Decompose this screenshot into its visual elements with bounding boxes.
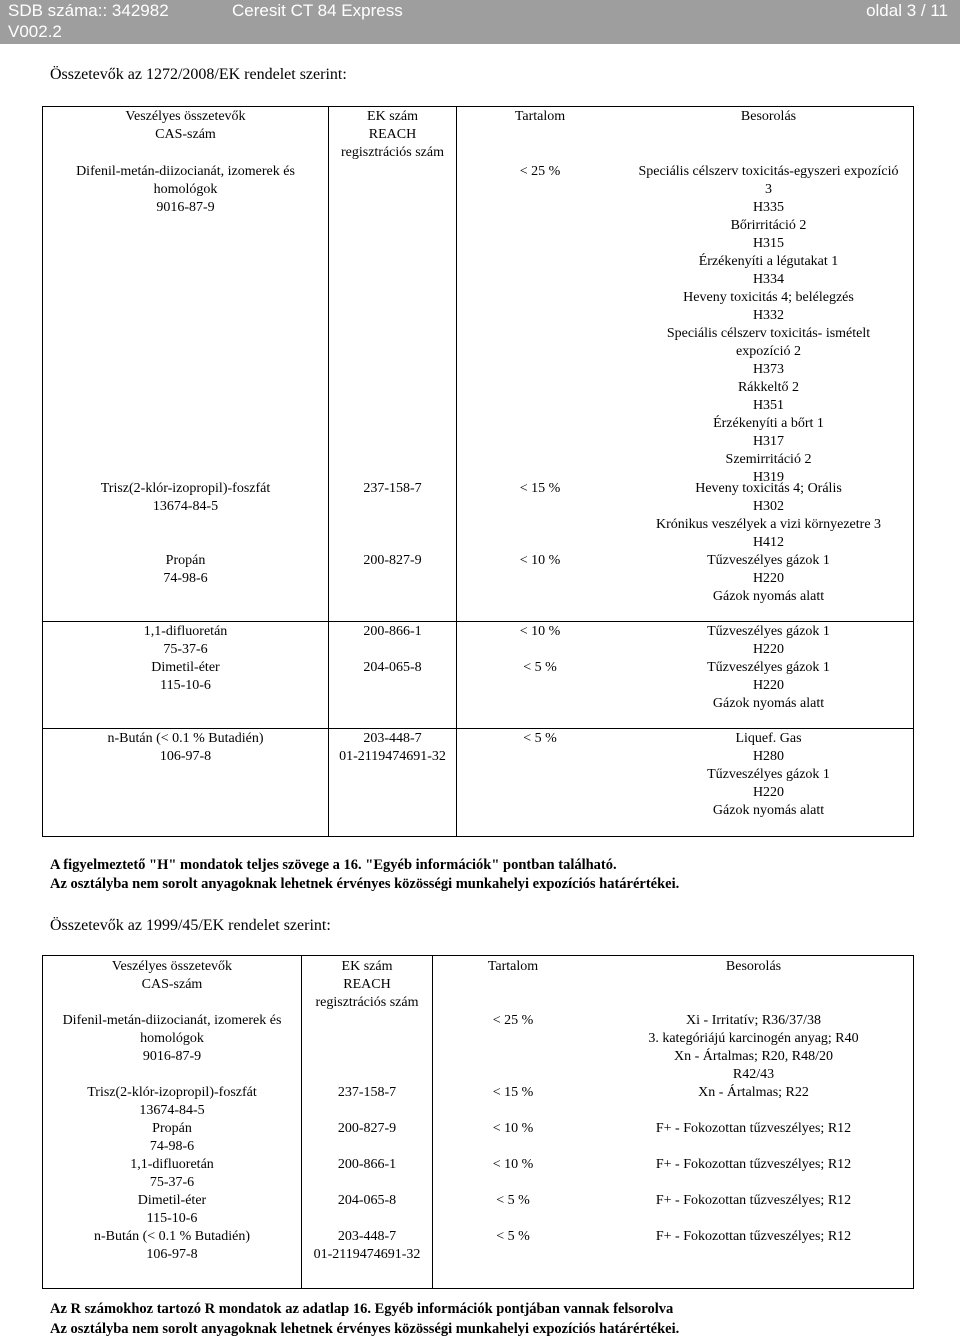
classification-line: H220 xyxy=(752,678,785,693)
note-exposure-limits-1: Az osztályba nem sorolt anyagoknak lehetnek érvényes közösségi munkahelyi expozíciós határértékei. xyxy=(50,876,680,892)
content-value: < 25 % xyxy=(492,1013,534,1028)
column-header-content: Tartalom xyxy=(487,959,539,974)
classification-line: Speciális célszerv toxicitás-egyszeri expozíció xyxy=(638,164,899,179)
ek-number: 01-2119474691-32 xyxy=(313,1247,421,1262)
component-name: 74-98-6 xyxy=(149,1139,195,1154)
component-name: Difenil-metán-diizocianát, izomerek és xyxy=(76,164,295,179)
component-name: 74-98-6 xyxy=(163,571,208,586)
column-header-ek-number: regisztrációs szám xyxy=(340,145,444,160)
classification-line: 3. kategóriájú karcinogén anyag; R40 xyxy=(648,1031,859,1046)
classification-line: H220 xyxy=(752,571,785,586)
column-header-ek-number: regisztrációs szám xyxy=(315,995,419,1010)
document-header xyxy=(0,0,960,44)
classification-line: Érzékenyíti a légutakat 1 xyxy=(698,254,839,269)
classification-line: Speciális célszerv toxicitás- ismételt xyxy=(666,326,871,341)
content-value: < 15 % xyxy=(519,481,561,496)
content-value: < 10 % xyxy=(492,1157,534,1172)
classification-line: Gázok nyomás alatt xyxy=(712,696,825,711)
ek-number: 01-2119474691-32 xyxy=(339,749,446,764)
component-name: n-Bután (< 0.1 % Butadién) xyxy=(93,1229,251,1244)
component-name: 13674-84-5 xyxy=(139,1103,205,1118)
ek-number: 204-065-8 xyxy=(363,660,422,675)
classification-line: Tűzveszélyes gázok 1 xyxy=(707,624,830,639)
classification-line: Xn - Ártalmas; R20, R48/20 xyxy=(673,1049,834,1064)
classification-line: Heveny toxicitás 4; Orális xyxy=(695,481,842,496)
column-header-content: Tartalom xyxy=(514,109,566,124)
content-value: < 5 % xyxy=(496,1229,530,1244)
section-heading-1999: Összetevők az 1999/45/EK rendelet szerint: xyxy=(50,917,331,934)
classification-line: F+ - Fokozottan tűzveszélyes; R12 xyxy=(655,1193,852,1208)
classification-line: Tűzveszélyes gázok 1 xyxy=(707,660,830,675)
ek-number: 203-448-7 xyxy=(337,1229,397,1244)
table1-content-class-col xyxy=(457,107,914,622)
classification-line: H302 xyxy=(752,499,785,514)
classification-line: expozíció 2 xyxy=(736,344,801,359)
classification-line: H335 xyxy=(752,200,785,215)
component-name: homológok xyxy=(140,1031,204,1046)
component-name: Propán xyxy=(152,1121,192,1136)
classification-line: F+ - Fokozottan tűzveszélyes; R12 xyxy=(655,1121,852,1136)
table1-content-class-col-3 xyxy=(457,729,914,837)
component-name: 115-10-6 xyxy=(146,1211,198,1226)
column-header-components: CAS-szám xyxy=(155,127,216,142)
classification-line: Bőrirritáció 2 xyxy=(730,218,807,233)
classification-line: Krónikus veszélyek a vizi környezetre 3 xyxy=(655,517,882,532)
table1-components-col-3 xyxy=(43,729,329,837)
component-name: Dimetil-éter xyxy=(151,660,220,675)
component-name: n-Bután (< 0.1 % Butadién) xyxy=(107,731,264,746)
column-header-components: Veszélyes összetevők xyxy=(111,959,233,974)
note-h-statements: A figyelmeztető "H" mondatok teljes szövege a 16. "Egyéb információk" pontban található. xyxy=(50,857,617,873)
component-name: Difenil-metán-diizocianát, izomerek és xyxy=(62,1013,282,1028)
component-name: Dimetil-éter xyxy=(137,1193,207,1208)
component-name: 75-37-6 xyxy=(149,1175,195,1190)
content-value: < 10 % xyxy=(492,1121,534,1136)
version-label: V002.2 xyxy=(8,22,62,41)
classification-line: H351 xyxy=(752,398,785,413)
classification-line: Gázok nyomás alatt xyxy=(712,803,825,818)
classification-line: H319 xyxy=(752,470,785,485)
component-name: 9016-87-9 xyxy=(156,200,215,215)
ek-number: 200-827-9 xyxy=(337,1121,397,1136)
component-name: 13674-84-5 xyxy=(152,499,219,514)
content-value: < 10 % xyxy=(519,624,561,639)
content-value: < 5 % xyxy=(523,731,557,746)
classification-line: F+ - Fokozottan tűzveszélyes; R12 xyxy=(655,1157,852,1172)
classification-line: H373 xyxy=(752,362,785,377)
classification-line: Tűzveszélyes gázok 1 xyxy=(707,767,830,782)
ek-number: 204-065-8 xyxy=(337,1193,397,1208)
component-name: 75-37-6 xyxy=(163,642,208,657)
classification-line: F+ - Fokozottan tűzveszélyes; R12 xyxy=(655,1229,852,1244)
table1-ek-col-3 xyxy=(329,729,457,837)
classification-line: Xi - Irritatív; R36/37/38 xyxy=(686,1013,821,1028)
classification-line: Gázok nyomás alatt xyxy=(712,589,825,604)
content-value: < 15 % xyxy=(492,1085,534,1100)
components-table-1272 xyxy=(42,106,914,837)
product-name: Ceresit CT 84 Express xyxy=(232,1,403,20)
component-name: homológok xyxy=(153,182,218,197)
content-value: < 5 % xyxy=(523,660,557,675)
classification-line: H334 xyxy=(752,272,785,287)
column-header-classification: Besorolás xyxy=(725,959,782,974)
component-name: 9016-87-9 xyxy=(142,1049,202,1064)
classification-line: H315 xyxy=(752,236,785,251)
table2-content-class-col xyxy=(433,956,914,1289)
page-number: oldal 3 / 11 xyxy=(866,1,948,20)
ek-number: 203-448-7 xyxy=(363,731,422,746)
classification-line: Tűzveszélyes gázok 1 xyxy=(707,553,830,568)
note-exposure-limits-2: Az osztályba nem sorolt anyagoknak lehetnek érvényes közösségi munkahelyi expozíciós határértékei. xyxy=(50,1321,680,1337)
component-name: 1,1-difluoretán xyxy=(143,624,228,639)
column-header-ek-number: REACH xyxy=(368,127,417,142)
component-name: Trisz(2-klór-izopropil)-foszfát xyxy=(100,481,271,496)
column-header-classification: Besorolás xyxy=(740,109,797,124)
note-r-statements: Az R számokhoz tartozó R mondatok az adatlap 16. Egyéb információk pontjában vannak felsorolva xyxy=(50,1301,674,1317)
table1-components-col xyxy=(43,107,329,622)
column-header-components: CAS-szám xyxy=(141,977,203,992)
classification-line: H280 xyxy=(752,749,785,764)
component-name: 106-97-8 xyxy=(159,749,212,764)
component-name: 106-97-8 xyxy=(146,1247,198,1262)
column-header-ek-number: EK szám xyxy=(341,959,393,974)
classification-line: Liquef. Gas xyxy=(735,731,802,746)
ek-number: 237-158-7 xyxy=(363,481,422,496)
component-name: 1,1-difluoretán xyxy=(130,1157,214,1172)
classification-line: H412 xyxy=(752,535,785,550)
table1-components-col-2 xyxy=(43,622,329,729)
sdb-number: SDB száma:: 342982 xyxy=(8,1,169,20)
classification-line: Szemirritáció 2 xyxy=(725,452,812,467)
ek-number: 237-158-7 xyxy=(337,1085,397,1100)
component-name: Propán xyxy=(165,553,206,568)
content-value: < 5 % xyxy=(496,1193,530,1208)
classification-line: H220 xyxy=(752,785,785,800)
content-value: < 25 % xyxy=(519,164,561,179)
table1-ek-col-2 xyxy=(329,622,457,729)
classification-line: H220 xyxy=(752,642,785,657)
table2-components-col xyxy=(43,956,302,1289)
classification-line: Xn - Ártalmas; R22 xyxy=(698,1085,809,1100)
classification-line: 3 xyxy=(765,182,772,197)
classification-line: Heveny toxicitás 4; belélegzés xyxy=(683,290,854,305)
table2-ek-col xyxy=(302,956,433,1289)
content-value: < 10 % xyxy=(519,553,561,568)
classification-line: Érzékenyíti a bőrt 1 xyxy=(713,416,824,431)
classification-line: H332 xyxy=(752,308,785,323)
classification-line: Rákkeltő 2 xyxy=(737,380,800,395)
ek-number: 200-866-1 xyxy=(337,1157,397,1172)
column-header-ek-number: EK szám xyxy=(367,109,418,124)
classification-line: R42/43 xyxy=(732,1067,775,1082)
table1-ek-col xyxy=(329,107,457,622)
column-header-components: Veszélyes összetevők xyxy=(125,109,246,124)
ek-number: 200-866-1 xyxy=(363,624,422,639)
table1-content-class-col-2 xyxy=(457,622,914,729)
component-name: Trisz(2-klór-izopropil)-foszfát xyxy=(87,1085,257,1100)
classification-line: H317 xyxy=(752,434,785,449)
component-name: 115-10-6 xyxy=(160,678,211,693)
section-heading-1272: Összetevők az 1272/2008/EK rendelet szerint: xyxy=(50,66,347,83)
ek-number: 200-827-9 xyxy=(363,553,422,568)
components-table-1999 xyxy=(42,955,914,1289)
column-header-ek-number: REACH xyxy=(343,977,391,992)
